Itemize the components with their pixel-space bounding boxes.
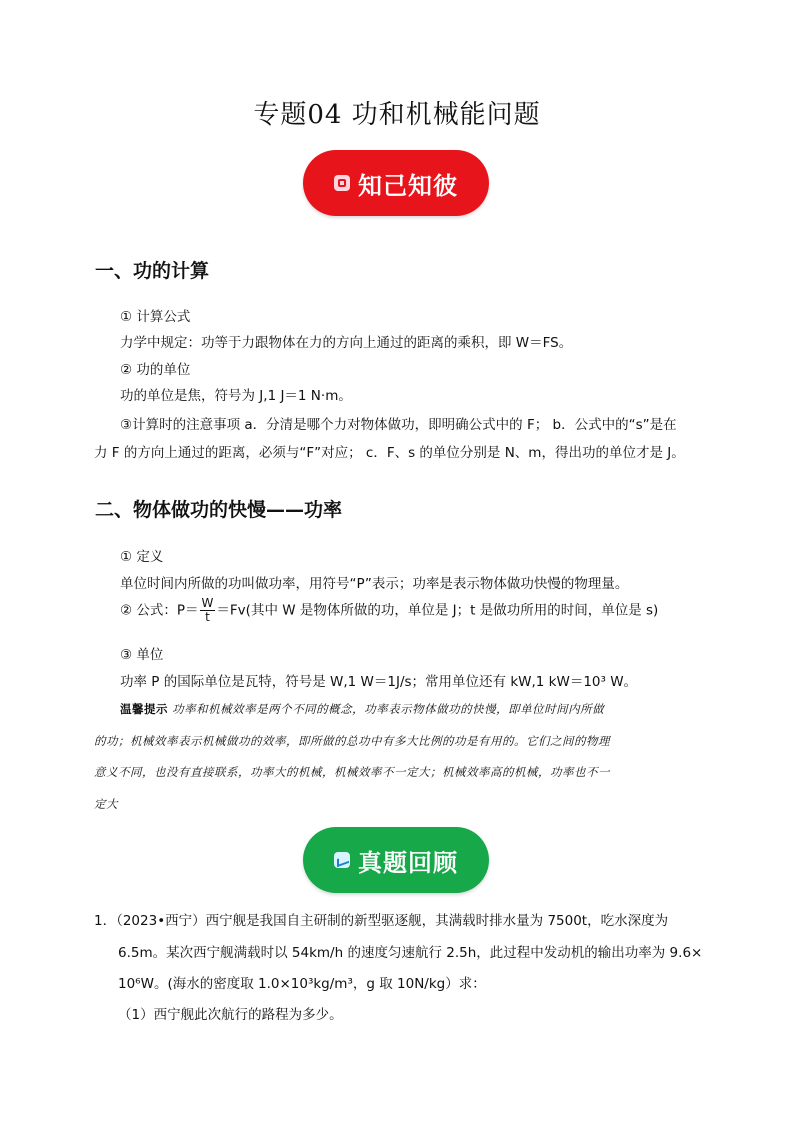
page-title: 专题04 功和机械能问题 bbox=[253, 100, 541, 130]
power-formula-suffix: ＝Fv(其中 W 是物体所做的功，单位是 J；t 是做功所用的时间，单位是 s) bbox=[216, 602, 659, 619]
section1-line: 力 F 的方向上通过的距离，必须与“F”对应； c．F、s 的单位分别是 N、m，得出功的单位才是 J。 bbox=[94, 445, 685, 461]
power-formula-prefix: ② 公式：P＝ bbox=[120, 602, 199, 619]
section1-line: 功的单位是焦，符号为 J,1 J＝1 N·m。 bbox=[120, 388, 352, 404]
badge-exam bbox=[303, 827, 489, 893]
tip-line: 温馨提示 功率和机械效率是两个不同的概念，功率表示物体做功的快慢，即单位时间内所做 bbox=[120, 702, 605, 716]
section1-line: 力学中规定：功等于力跟物体在力的方向上通过的距离的乘积，即 W＝FS。 bbox=[120, 335, 573, 351]
power-definition-text: 单位时间内所做的功叫做功率，用符号“P”表示；功率是表示物体做功快慢的物理量。 bbox=[120, 576, 629, 592]
power-formula bbox=[120, 597, 658, 624]
power-unit-label: ③ 单位 bbox=[120, 647, 164, 663]
tip-line: 定大 bbox=[94, 797, 118, 811]
tip-line: 意义不同，也没有直接联系，功率大的机械，机械效率不一定大；机械效率高的机械，功率也不一 bbox=[94, 765, 610, 779]
badge-exam-label: 真题回顾 bbox=[358, 848, 458, 877]
section1-line: ② 功的单位 bbox=[120, 362, 191, 378]
section1-heading: 一、功的计算 bbox=[95, 260, 210, 282]
fraction-denominator: t bbox=[205, 610, 210, 624]
badge-know-icon bbox=[334, 175, 350, 191]
section1-line: ③计算时的注意事项 a．分清是哪个力对物体做功，即明确公式中的 F； b．公式中的“s”是在 bbox=[120, 417, 677, 433]
power-definition-label: ① 定义 bbox=[120, 549, 164, 565]
question-line: 1．（2023•西宁）西宁舰是我国自主研制的新型驱逐舰，其满载时排水量为 7500t，吃水深度为 bbox=[94, 913, 669, 929]
tip-line: 的功；机械效率表示机械做功的效率，即所做的总功中有多大比例的功是有用的。它们之间的物理 bbox=[94, 734, 610, 748]
badge-exam-icon bbox=[334, 852, 350, 868]
badge-know bbox=[303, 150, 489, 216]
power-unit-text: 功率 P 的国际单位是瓦特，符号是 W,1 W＝1J/s；常用单位还有 kW,1 kW＝10³ W。 bbox=[120, 674, 638, 690]
section2-heading: 二、物体做功的快慢——功率 bbox=[95, 499, 343, 521]
question-line: 6.5m。某次西宁舰满载时以 54km/h 的速度匀速航行 2.5h，此过程中发动机的输出功率为 9.6× bbox=[118, 945, 703, 961]
question-line: 10⁶W。(海水的密度取 1.0×10³kg/m³，g 取 10N/kg）求： bbox=[118, 976, 486, 992]
badge-know-label: 知己知彼 bbox=[358, 171, 458, 200]
fraction-numerator: W bbox=[201, 596, 214, 610]
section1-line: ① 计算公式 bbox=[120, 309, 191, 325]
tip-label: 温馨提示 bbox=[120, 702, 168, 716]
power-formula-fraction bbox=[200, 597, 216, 624]
question-line: （1）西宁舰此次航行的路程为多少。 bbox=[118, 1007, 343, 1023]
